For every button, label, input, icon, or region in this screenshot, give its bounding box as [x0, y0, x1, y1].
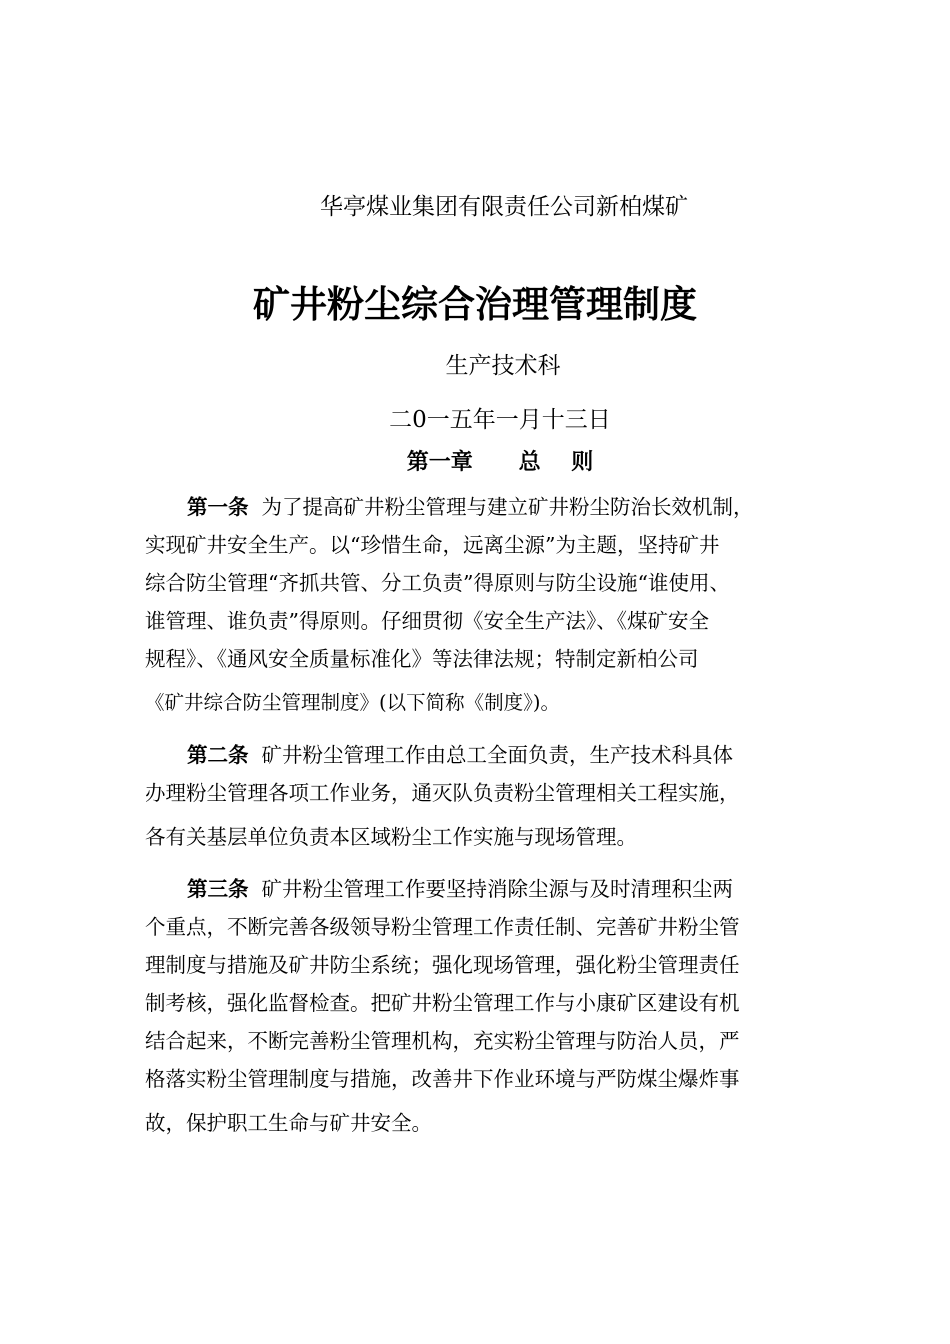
article-1-line-4: 谁管理、谁负责”得原则。仔细贯彻《安全生产法》、《煤矿安全 [145, 609, 709, 633]
article-2-text: 矿井粉尘管理工作由总工全面负责，生产技术科具体 [261, 743, 734, 767]
article-1-line-3: 综合防尘管理“齐抓共管、分工负责”得原则与防尘设施“谁使用、 [145, 571, 730, 595]
article-1-line-5: 规程》、《通风安全质量标准化》等法律法规；特制定新柏公司 [145, 647, 699, 671]
article-3-text: 矿井粉尘管理工作要坚持消除尘源与及时清理积尘两 [261, 877, 734, 901]
article-2-label: 第二条 [187, 743, 249, 767]
article-1 [145, 488, 817, 722]
document-date: 二0一五年一月十三日 [389, 407, 611, 433]
department-name: 生产技术科 [445, 353, 561, 379]
article-3-label: 第三条 [187, 877, 249, 901]
article-2-line-3: 各有关基层单位负责本区域粉尘工作实施与现场管理。 [145, 825, 637, 849]
article-3-line-6: 格落实粉尘管理制度与措施，改善井下作业环境与严防煤尘爆炸事 [145, 1067, 740, 1091]
article-1-label: 第一条 [187, 495, 249, 519]
article-1-line-2: 实现矿井安全生产。以“珍惜生命，远离尘源”为主题，坚持矿井 [145, 533, 720, 557]
article-3-line-4: 制考核，强化监督检查。把矿井粉尘管理工作与小康矿区建设有机 [145, 991, 740, 1015]
article-3-line-5: 结合起来，不断完善粉尘管理机构，充实粉尘管理与防治人员，严 [145, 1029, 740, 1053]
document-body [145, 488, 817, 1142]
article-3-line-3: 理制度与措施及矿井防尘系统；强化现场管理，强化粉尘管理责任 [145, 953, 740, 977]
article-2-line-1 [145, 736, 817, 774]
article-3-line-1 [145, 870, 817, 908]
article-1-text: 为了提高矿井粉尘管理与建立矿井粉尘防治长效机制， [261, 495, 754, 519]
document-title: 矿井粉尘综合治理管理制度 [253, 282, 697, 326]
article-2-line-2: 办理粉尘管理各项工作业务，通灭队负责粉尘管理相关工程实施， [145, 781, 740, 805]
chapter-heading: 第一章 总 则 [406, 449, 594, 475]
article-3-line-2: 个重点，不断完善各级领导粉尘管理工作责任制、完善矿井粉尘管 [145, 915, 740, 939]
article-2 [145, 736, 817, 856]
company-name: 华亭煤业集团有限责任公司新柏煤矿 [320, 194, 688, 220]
article-3-line-7: 故，保护职工生命与矿井安全。 [145, 1111, 432, 1135]
article-1-line-6: 《矿井综合防尘管理制度》(以下简称《制度》)。 [145, 691, 560, 714]
article-3 [145, 870, 817, 1142]
article-1-line-1 [145, 488, 817, 526]
